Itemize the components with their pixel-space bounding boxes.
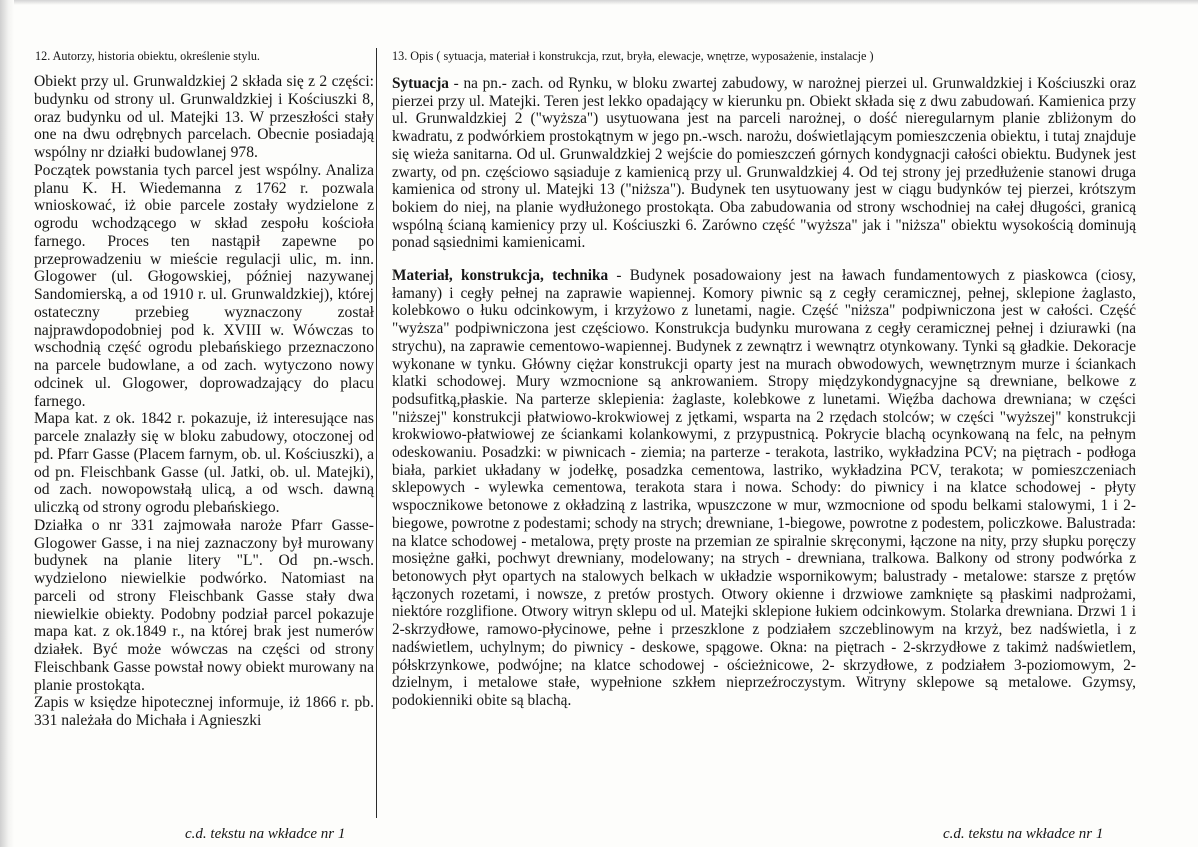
situation-lead: Sytuacja: [392, 75, 449, 92]
situation-text: - na pn.- zach. od Rynku, w bloku zwartej zabudowy, w narożnej pierzei ul. Grunwaldzkiej i Kościuszki oraz pierzei przy ul. Matejki. Teren jest lekko opadający w kierunku pn. Obiekt składa się z dwu zabudowań. Kamienica przy ul. Grunwaldzkiej 2 ("wyższa") usytuowana jest na parceli narożnej, o dość nieregularnym planie zbliżonym do kwadratu, z podwórkiem prostokątnym w jego pn.-wsch. narożu, doświetlającym pomieszczenia obiektu, i tutaj znajduje się wieża sanitarna. Od ul. Grunwaldzkiej 2 wejście do pomieszczeń górnych kondygnacji całości obiektu. Budynek jest zwarty, od pn. częściowo sąsiaduje z kamienicą przy ul. Grunwaldzkiej 4. Od tej strony jej przedłużenie stanowi druga kamienica od strony ul. Matejki 13 ("niższa"). Budynek ten usytuowany jest w ciągu budynków tej pierzei, krótszym bokiem do niej, na planie wydłużonego prostokąta. Oba zabudowania od strony wschodniej na całej długości, granicą wspólną ścianą kamienicy przy ul. Kościuszki 6. Zarówno część "wyższa" jak i "niższa" obiektu wysokością dominują ponad sąsiednimi kamienicami.: [392, 75, 1136, 252]
history-section-header: 12. Autorzy, historia obiektu, określenie stylu.: [35, 49, 260, 63]
scan-edge-left: [0, 0, 14, 847]
situation-paragraph: [392, 75, 1136, 252]
history-paragraph: Obiekt przy ul. Grunwaldzkiej 2 składa się z 2 części: budynku od strony ul. Grunwaldzkiej i Kościuszki 8, oraz budynku od ul. Matejki 13. W przeszłości stały one na dwu odrębnych parcelach. Obecnie posiadają wspólny nr działki budowlanej 978.: [34, 73, 374, 161]
history-paragraph: Zapis w księdze hipotecznej informuje, iż 1866 r. pb. 331 należała do Michała i Agnieszki: [34, 694, 374, 729]
description-continuation-note: c.d. tekstu na wkładce nr 1: [943, 826, 1104, 842]
construction-text: - Budynek posadowaiony jest na ławach fundamentowych z piaskowca (ciosy, łamany) i cegły pełnej na zaprawie wapiennej. Komory piwnic są z cegły ceramicznej, pełnej, sklepione żaglasto, kolebkowo o łuku odcinkowym, i krzyżowo z lunetami, nagie. Część "niższa" podpiwniczona jest w całości. Część "wyższa" podpiwniczona jest częściowo. Konstrukcja budynku murowana z cegły ceramicznej pełnej i dziurawki (na strychu), na zaprawie cementowo-wapiennej. Budynek z zewnątrz i wewnątrz otynkowany. Tynki są gładkie. Dekoracje wykonane w tynku. Główny ciężar konstrukcji oparty jest na murach obwodowych, wewnętrznym murze i ściankach klatki schodowej. Mury wzmocnione są ankrowaniem. Stropy międzykondygnacyjne są drewniane, belkowe z podsufitką,płaskie. Na parterze sklepienia: żaglaste, kolebkowe z lunetami. Więźba dachowa drewniana; w części "niższej" konstrukcji płatwiowo-krokwiowej z jętkami, wsparta na 2 rzędach stolców; w części "wyższej" konstrukcji krokwiowo-płatwiowej ze ściankami kolankowymi, z przypustnicą. Pokrycie blachą ocynkowaną na felc, na pełnym odeskowaniu. Posadzki: w piwnicach - ziemia; na parterze - terakota, lastriko, wykładzina PCV; na piętrach - podłoga biała, parkiet układany w jodełkę, posadzka cementowa, lastriko, wykładzina PCV, terakota; w pomieszczeniach sklepowych - wylewka cementowa, terakota stara i nowa. Schody: do piwnicy i na klatce schodowej - płyty wspocznikowe betonowe z okładziną z lastrika, wpuszczone w mur, wzmocnione od spodu belkami stalowymi, 1 i 2-biegowe, powrotne z podestami; schody na strych; drewniane, 1-biegowe, powrotne z podestem, policzkowe. Balustrada: na klatce schodowej - metalowa, pręty proste na przemian ze spiralnie skręconymi, łączone na nity, przy słupku poręczy mosiężne gałki, pochwyt drewniany, modelowany; na strych - drewniana, tralkowa. Balkony od strony podwórka z betonowych płyt opartych na stalowych belkach w układzie wspornikowym; balustrady - metalowe: starsze z prętów łączonych rozetami, i nowsze, z pretów prostych. Otwory okienne i drzwiowe zamknięte są płaskimi nadprożami, niektóre rozglifione. Otwory witryn sklepu od ul. Matejki sklepione łukiem odcinkowym. Stolarka drewniana. Drzwi 1 i 2-skrzydłowe, ramowo-płycinowe, pełne i przeszklone z podziałem szczeblinowym na krzyż, bez nadświetla, i z nadświetlem, uchylnym; do piwnicy - deskowe, spągowe. Okna: na piętrach - 2-skrzydłowe z takimż nadświetlem, półskrzynkowe, podwójne; na klatce schodowej - ościeżnicowe, 2- skrzydłowe, z podziałem 3-poziomowym, 2-dzielnym, i metalowe stałe, wypełnione szkłem nieprzeźroczystym. Witryny sklepowe są metalowe. Gzymsy, podokienniki obite są blachą.: [392, 267, 1136, 709]
description-column: [392, 49, 1136, 710]
history-paragraph: Działka o nr 331 zajmowała naroże Pfarr Gasse-Glogower Gasse, i na niej zaznaczony był murowany budynek na planie litery "L". Od pn.-wsch. wydzielono niewielkie podwórko. Natomiast na parceli od strony Fleischbank Gasse stały dwa niewielkie obiekty. Podobny podział parcel pokazuje mapa kat. z ok.1849 r., na której brak jest numerów działek. Być może wówczas na części od strony Fleischbank Gasse powstał nowy obiekt murowany na planie prostokąta.: [34, 516, 374, 694]
construction-lead: Materiał, konstrukcja, technika: [392, 267, 609, 285]
history-paragraph: Początek powstania tych parcel jest wspólny. Analiza planu K. H. Wiedemanna z 1762 r. pozwala wnioskować, iż obie parcele zostały wydzielone z ogrodu wchodzącego w skład zespołu kościoła farnego. Proces ten nastąpił zapewne po przeprowadzeniu w mieście regulacji ulic, m. inn. Glogower (ul. Głogowskiej, później nazywanej Sandomierską, a od 1910 r. ul. Grunwaldzkiej), której ostateczny przebieg wyznaczony został najprawdopodobniej pod k. XVIII w. Wówczas to wschodnią część ogrodu plebańskiego przeznaczono na parcele budowlane, a od zach. wytyczono nowy odcinek ul. Glogower, doprowadzający do placu farnego.: [34, 161, 374, 410]
scan-edge-top: [0, 0, 1198, 5]
column-divider: [376, 48, 377, 818]
history-paragraph: Mapa kat. z ok. 1842 r. pokazuje, iż interesujące nas parcele znalazły się w bloku zabudowy, otoczonej od pd. Pfarr Gasse (Placem farnym, ob. ul. Kościuszki), a od pn. Fleischbank Gasse (ul. Jatki, ob. ul. Matejki), od zach. nowopowstałą ulicą, a od wsch. dawną uliczką od strony ogrodu plebańskiego.: [34, 410, 374, 516]
history-column: [34, 49, 374, 730]
construction-paragraph: [392, 267, 1136, 710]
description-section-header: 13. Opis ( sytuacja, materiał i konstrukcja, rzut, bryła, elewacje, wnętrze, wyposażenie, instalacje ): [392, 49, 874, 63]
history-continuation-note: c.d. tekstu na wkładce nr 1: [185, 826, 346, 842]
